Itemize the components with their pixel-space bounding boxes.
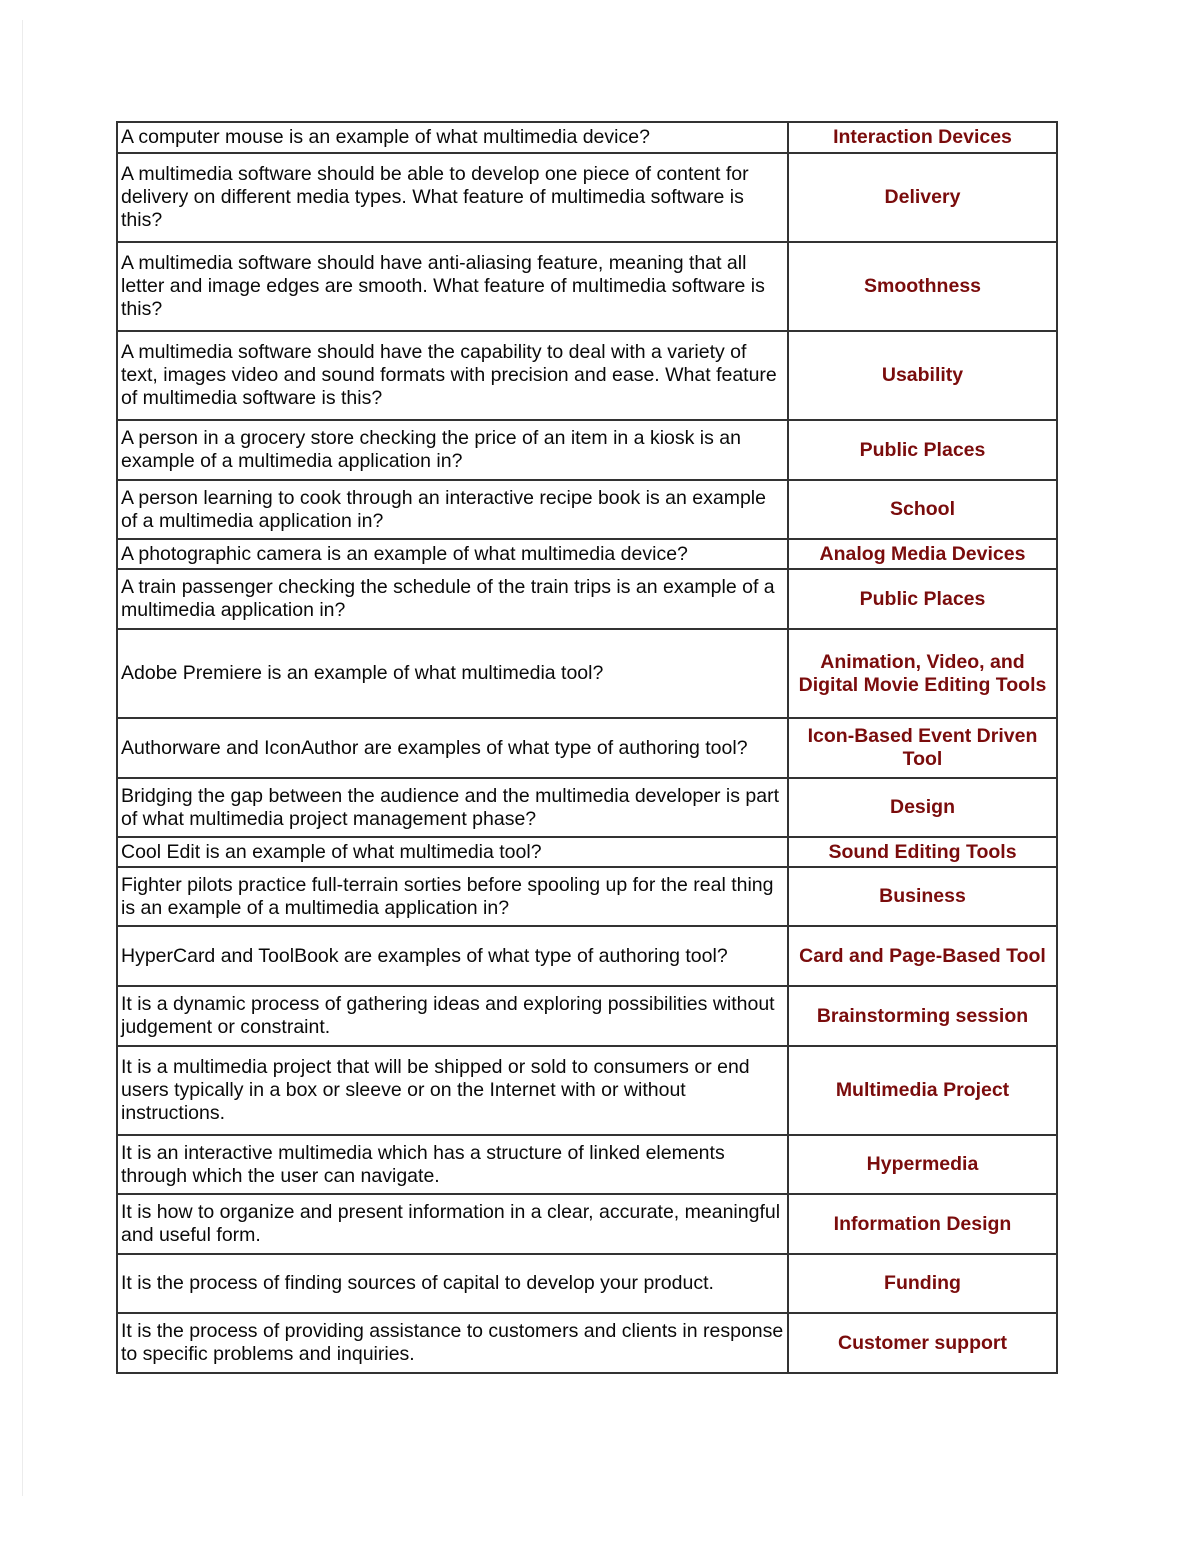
- question-cell: A computer mouse is an example of what multimedia device?: [117, 122, 788, 153]
- answer-cell: Icon-Based Event Driven Tool: [788, 718, 1057, 778]
- table-row: [117, 331, 1057, 420]
- answer-cell: Interaction Devices: [788, 122, 1057, 153]
- answer-cell: Funding: [788, 1254, 1057, 1313]
- answer-cell: Usability: [788, 331, 1057, 420]
- answer-cell: Animation, Video, and Digital Movie Editing Tools: [788, 629, 1057, 718]
- table-row: [117, 420, 1057, 480]
- question-cell: HyperCard and ToolBook are examples of what type of authoring tool?: [117, 926, 788, 986]
- qa-table: [116, 121, 1058, 1374]
- table-row: [117, 1194, 1057, 1254]
- question-cell: It is a multimedia project that will be shipped or sold to consumers or end users typically in a box or sleeve or on the Internet with or without instructions.: [117, 1046, 788, 1135]
- table-row: [117, 629, 1057, 718]
- table-row: [117, 778, 1057, 837]
- table-row: [117, 122, 1057, 153]
- question-cell: A person in a grocery store checking the price of an item in a kiosk is an example of a multimedia application in?: [117, 420, 788, 480]
- answer-cell: Information Design: [788, 1194, 1057, 1254]
- table-row: [117, 1254, 1057, 1313]
- question-cell: A photographic camera is an example of what multimedia device?: [117, 539, 788, 569]
- answer-cell: School: [788, 480, 1057, 539]
- question-cell: It is how to organize and present information in a clear, accurate, meaningful and useful form.: [117, 1194, 788, 1254]
- answer-cell: Customer support: [788, 1313, 1057, 1373]
- answer-cell: Card and Page-Based Tool: [788, 926, 1057, 986]
- answer-cell: Design: [788, 778, 1057, 837]
- answer-cell: Hypermedia: [788, 1135, 1057, 1194]
- table-row: [117, 153, 1057, 242]
- table-row: [117, 837, 1057, 867]
- question-cell: It is the process of providing assistance to customers and clients in response to specific problems and inquiries.: [117, 1313, 788, 1373]
- question-cell: A person learning to cook through an interactive recipe book is an example of a multimedia application in?: [117, 480, 788, 539]
- table-row: [117, 867, 1057, 926]
- question-cell: Authorware and IconAuthor are examples of what type of authoring tool?: [117, 718, 788, 778]
- table-row: [117, 539, 1057, 569]
- table-row: [117, 480, 1057, 539]
- question-cell: It is a dynamic process of gathering ideas and exploring possibilities without judgement or constraint.: [117, 986, 788, 1046]
- table-row: [117, 242, 1057, 331]
- answer-cell: Multimedia Project: [788, 1046, 1057, 1135]
- answer-cell: Public Places: [788, 420, 1057, 480]
- question-cell: It is an interactive multimedia which has a structure of linked elements through which the user can navigate.: [117, 1135, 788, 1194]
- table-row: [117, 1135, 1057, 1194]
- table-row: [117, 926, 1057, 986]
- page-edge-line: [22, 20, 23, 1496]
- answer-cell: Business: [788, 867, 1057, 926]
- answer-cell: Delivery: [788, 153, 1057, 242]
- answer-cell: Sound Editing Tools: [788, 837, 1057, 867]
- question-cell: A multimedia software should have the capability to deal with a variety of text, images video and sound formats with precision and ease. What feature of multimedia software is this?: [117, 331, 788, 420]
- question-cell: Bridging the gap between the audience and the multimedia developer is part of what multimedia project management phase?: [117, 778, 788, 837]
- table-row: [117, 718, 1057, 778]
- table-row: [117, 1046, 1057, 1135]
- question-cell: A multimedia software should have anti-aliasing feature, meaning that all letter and image edges are smooth. What feature of multimedia software is this?: [117, 242, 788, 331]
- table-row: [117, 1313, 1057, 1373]
- question-cell: Adobe Premiere is an example of what multimedia tool?: [117, 629, 788, 718]
- answer-cell: Analog Media Devices: [788, 539, 1057, 569]
- question-cell: It is the process of finding sources of capital to develop your product.: [117, 1254, 788, 1313]
- answer-cell: Public Places: [788, 569, 1057, 629]
- table-row: [117, 986, 1057, 1046]
- question-cell: A train passenger checking the schedule of the train trips is an example of a multimedia application in?: [117, 569, 788, 629]
- question-cell: A multimedia software should be able to develop one piece of content for delivery on different media types. What feature of multimedia software is this?: [117, 153, 788, 242]
- table-row: [117, 569, 1057, 629]
- question-cell: Cool Edit is an example of what multimedia tool?: [117, 837, 788, 867]
- question-cell: Fighter pilots practice full-terrain sorties before spooling up for the real thing is an example of a multimedia application in?: [117, 867, 788, 926]
- answer-cell: Brainstorming session: [788, 986, 1057, 1046]
- answer-cell: Smoothness: [788, 242, 1057, 331]
